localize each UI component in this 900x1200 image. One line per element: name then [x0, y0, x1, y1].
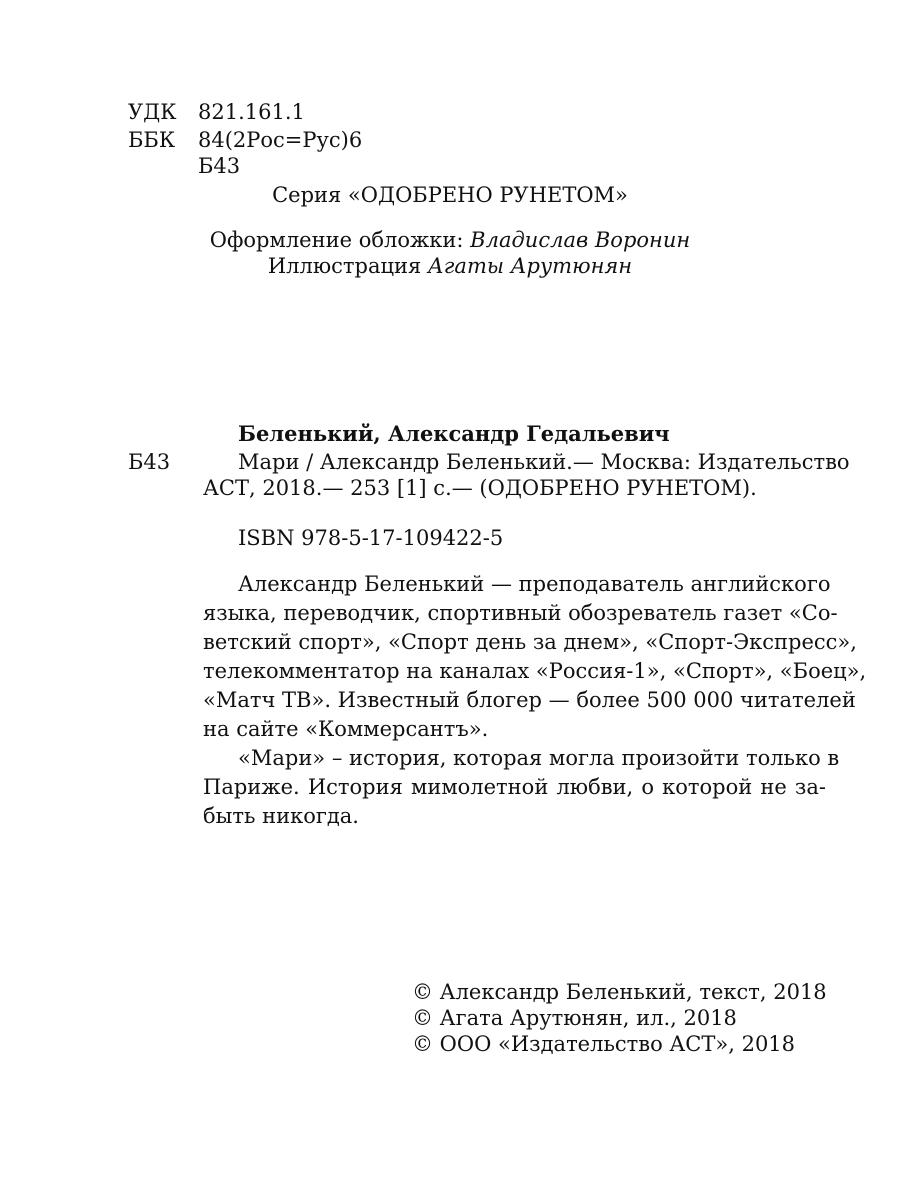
- copyright-author: © Александр Беленький, текст, 2018: [412, 980, 827, 1004]
- copyright-publisher: © ООО «Издательство АСТ», 2018: [412, 1032, 796, 1056]
- udk-label: УДК: [128, 100, 177, 124]
- bibliography-line-2: АСТ, 2018.— 253 [1] с.— (ОДОБРЕНО РУНЕТОМ).: [203, 476, 757, 500]
- annotation-paragraph-2: [203, 744, 840, 831]
- udk-value: 821.161.1: [198, 100, 305, 124]
- author-heading: Беленький, Александр Гедальевич: [238, 421, 670, 446]
- annotation-paragraph-1: [203, 570, 867, 744]
- annotation-p2-line: Париже. История мимолетной любви, о которой не за-: [203, 775, 826, 799]
- annotation-p1-line: телекомментатор на каналах «Россия-1», «Спорт», «Боец»,: [203, 659, 867, 683]
- copyright-illustrator: © Агата Арутюнян, ил., 2018: [412, 1006, 737, 1030]
- annotation-p2-line: быть никогда.: [203, 804, 359, 828]
- annotation-p1-line: «Матч ТВ». Известный блогер — более 500 000 читателей: [203, 688, 856, 712]
- annotation-p1-line: Александр Беленький — преподаватель английского: [238, 572, 831, 596]
- series-line: Серия «ОДОБРЕНО РУНЕТОМ»: [272, 183, 628, 207]
- annotation-p1-line: языка, переводчик, спортивный обозреватель газет «Со-: [203, 601, 838, 625]
- bibliography-line-1: Мари / Александр Беленький.— Москва: Издательство: [238, 450, 850, 474]
- annotation-p1-line: на сайте «Коммерсантъ».: [203, 717, 489, 741]
- author-mark-record: Б43: [128, 450, 171, 474]
- illustration-credit-name: Агаты Арутюнян: [427, 254, 633, 278]
- illustration-credit: [0, 252, 900, 280]
- author-mark-top: Б43: [198, 154, 241, 178]
- annotation-p2-line: «Мари» – история, которая могла произойти только в: [238, 746, 840, 770]
- bbk-value: 84(2Рос=Рус)6: [198, 128, 363, 152]
- isbn: ISBN 978-5-17-109422-5: [238, 526, 504, 550]
- cover-credit-name: Владислав Воронин: [470, 228, 691, 252]
- illustration-credit-label: Иллюстрация: [267, 254, 422, 278]
- annotation-p1-line: ветский спорт», «Спорт день за днем», «Спорт-Экспресс»,: [203, 630, 857, 654]
- bbk-label: ББК: [128, 128, 176, 152]
- cover-credit: [0, 226, 900, 254]
- cover-credit-label: Оформление обложки:: [209, 228, 464, 252]
